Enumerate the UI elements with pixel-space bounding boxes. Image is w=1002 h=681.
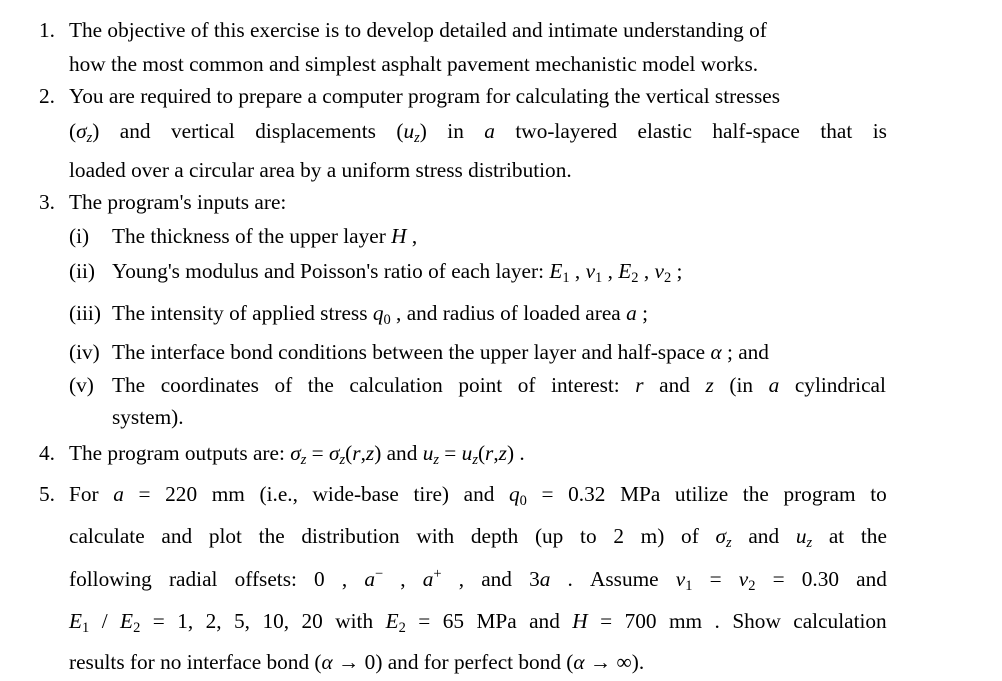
item-3-sub-iii-label: (iii) <box>69 301 101 325</box>
item-5-line-5: results for no interface bond (α → 0) and for perfect bond (α → ∞). <box>69 650 645 674</box>
item-5-line-3: following radial offsets: 0 , a− , a+ , and 3a . Assume $\nu_1$ = $\nu_2$ = 0.30 and <box>69 566 887 595</box>
item-5-number: 5. <box>39 482 55 506</box>
item-1-line-1: The objective of this exercise is to develop detailed and intimate understanding of <box>69 18 767 42</box>
item-1-number: 1. <box>39 18 55 42</box>
item-3-sub-i-label: (i) <box>69 224 90 248</box>
item-1-line-2: how the most common and simplest asphalt pavement mechanistic model works. <box>69 52 759 76</box>
item-5-line-1: For a = 220 mm (i.e., wide-base tire) and $q_0$ = 0.32 MPa utilize the program to <box>69 482 887 510</box>
item-3-sub-ii-text: Young's modulus and Poisson's ratio of each layer: $E_1$ , $\nu_1$ , $E_2$ , $\nu_2$ ; <box>112 259 683 287</box>
item-3-sub-iv-text: The interface bond conditions between the upper layer and half-space α ; and <box>112 340 769 364</box>
item-3-sub-v-text: The coordinates of the calculation point of interest: r and z (in a cylindrical system). <box>112 373 886 430</box>
item-3-sub-i-text: The thickness of the upper layer H , <box>112 224 418 248</box>
item-3-sub-ii-label: (ii) <box>69 259 96 283</box>
item-2-line-1: You are required to prepare a computer program for calculating the vertical stresses <box>69 84 781 108</box>
item-2-line-2: $(\sigma_z)$ and vertical displacements $(u_z)$ in a two-layered elastic half-space that is <box>69 119 887 147</box>
item-3-number: 3. <box>39 190 55 214</box>
item-3-sub-v-label: (v) <box>69 373 94 397</box>
item-2-number: 2. <box>39 84 55 108</box>
item-5-line-4: $E_1$ / $E_2$ = 1, 2, 5, 10, 20 with $E_2$ = 65 MPa and H = 700 mm . Show calculation <box>69 609 887 637</box>
item-2-line-3: loaded over a circular area by a uniform stress distribution. <box>69 158 572 182</box>
item-5-line-2: calculate and plot the distribution with depth (up to 2 m) of $\sigma_z$ and $u_z$ at the <box>69 524 887 552</box>
item-3-sub-iii-text: The intensity of applied stress $q_0$ , and radius of loaded area a ; <box>112 301 648 329</box>
item-3-intro: The program's inputs are: <box>69 190 287 214</box>
item-4-text: The program outputs are: $\sigma_z = \sigma_z(r,z)$ and $u_z = u_z(r,z)$ . <box>69 441 525 469</box>
item-4-number: 4. <box>39 441 55 465</box>
item-3-sub-iv-label: (iv) <box>69 340 100 364</box>
